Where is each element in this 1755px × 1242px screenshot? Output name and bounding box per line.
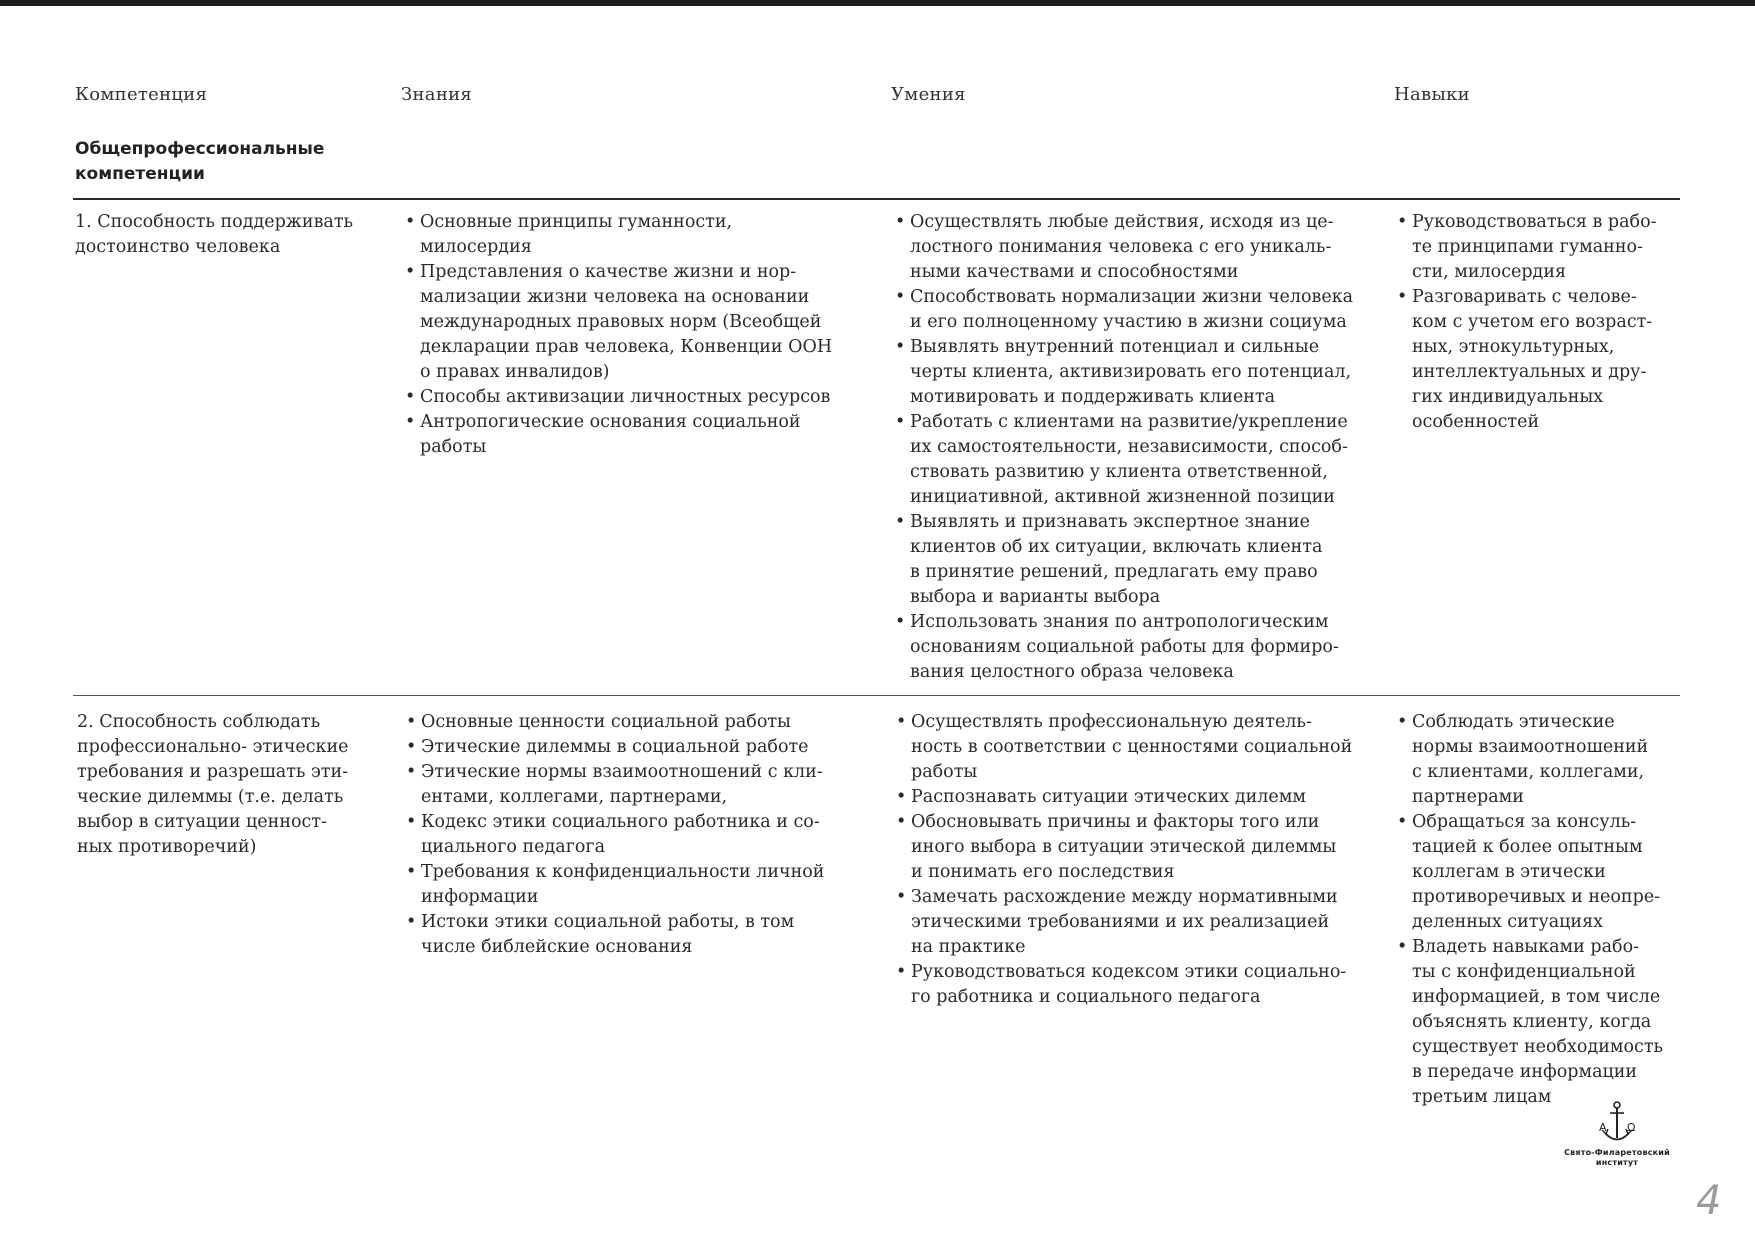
list-item: • Представления о качестве жизни и нор- мализации жизни человека на основании международных правовых норм (Всеобщей декларации прав человека, Конвенции ООН о правах инвалидов) <box>405 260 875 385</box>
list-item: • Способствовать нормализации жизни человека и его полноценному участию в жизни социума <box>895 285 1395 335</box>
row-2-abilities <box>1397 710 1697 1110</box>
row-divider <box>73 695 1680 696</box>
list-item: • Обосновывать причины и факторы того или иного выбора в ситуации этической дилеммы и понимать его последствия <box>896 810 1396 885</box>
row-1-abilities <box>1397 210 1687 435</box>
list-item: • Этические дилеммы в социальной работе <box>406 735 876 760</box>
list-item: • Замечать расхождение между нормативными этическими требованиями и их реализацией на практике <box>896 885 1396 960</box>
header-divider <box>73 198 1680 200</box>
list-item: • Выявлять внутренний потенциал и сильные черты клиента, активизировать его потенциал, мотивировать и поддерживать клиента <box>895 335 1395 410</box>
list-item: • Основные ценности социальной работы <box>406 710 876 735</box>
top-scan-border <box>0 0 1755 6</box>
row-2-competence: 2. Способность соблюдать профессионально- этические требования и разрешать эти- ческие дилеммы (т.е. делать выбор в ситуации ценност- ных противоречий) <box>77 712 349 857</box>
list-item: • Выявлять и признавать экспертное знание клиентов об их ситуации, включать клиента в принятие решений, предлагать ему право выбора и варианты выбора <box>895 510 1395 610</box>
alpha-letter: А <box>1599 1121 1607 1134</box>
list-item: • Распознавать ситуации этических дилемм <box>896 785 1396 810</box>
list-item: • Работать с клиентами на развитие/укрепление их самостоятельности, независимости, способ- ствовать развитию у клиента ответственной, инициативной, активной жизненной позиции <box>895 410 1395 510</box>
list-item: • Руководствоваться в рабо- те принципами гуманно- сти, милосердия <box>1397 210 1687 285</box>
list-item: • Владеть навыками рабо- ты с конфиденциальной информацией, в том числе объяснять клиенту, когда существует необходимость в передаче информации третьим лицам <box>1397 935 1697 1110</box>
list-item: • Разговаривать с челове- ком с учетом его возраст- ных, этнокультурных, интеллектуальных и дру- гих индивидуальных особенностей <box>1397 285 1687 435</box>
institute-logo <box>1547 1100 1687 1180</box>
omega-letter: Ω <box>1627 1121 1636 1134</box>
list-item: • Основные принципы гуманности, милосердия <box>405 210 875 260</box>
header-competence: Компетенция <box>75 84 208 105</box>
anchor-icon <box>1587 1100 1647 1148</box>
list-item: • Руководствоваться кодексом этики социально- го работника и социального педагога <box>896 960 1396 1010</box>
row-2-skills <box>896 710 1396 1010</box>
header-skills: Умения <box>891 84 966 105</box>
row-2-knowledge <box>406 710 876 960</box>
list-item: • Этические нормы взаимоотношений с кли- ентами, коллегами, партнерами, <box>406 760 876 810</box>
row-1-competence: 1. Способность поддерживать достоинство человека <box>75 212 354 257</box>
list-item: • Осуществлять профессиональную деятель- ность в соответствии с ценностями социальной работы <box>896 710 1396 785</box>
list-item: • Кодекс этики социального работника и со- циального педагога <box>406 810 876 860</box>
list-item: • Осуществлять любые действия, исходя из це- лостного понимания человека с его уникаль- ными качествами и способностями <box>895 210 1395 285</box>
list-item: • Требования к конфиденциальности личной информации <box>406 860 876 910</box>
row-1-skills <box>895 210 1395 685</box>
list-item: • Обращаться за консуль- тацией к более опытным коллегам в этически противоречивых и неопре- деленных ситуациях <box>1397 810 1697 935</box>
list-item: • Соблюдать этические нормы взаимоотношений с клиентами, коллегами, партнерами <box>1397 710 1697 810</box>
list-item: • Антропогические основания социальной работы <box>405 410 875 460</box>
list-item: • Истоки этики социальной работы, в том числе библейские основания <box>406 910 876 960</box>
list-item: • Использовать знания по антропологическим основаниям социальной работы для формиро- вания целостного образа человека <box>895 610 1395 685</box>
section-title: Общепрофессиональные компетенции <box>75 139 325 184</box>
row-1-knowledge <box>405 210 875 460</box>
list-item: • Способы активизации личностных ресурсов <box>405 385 875 410</box>
header-knowledge: Знания <box>401 84 473 105</box>
header-abilities: Навыки <box>1394 84 1470 105</box>
page-number: 4 <box>1696 1178 1722 1224</box>
institute-name: Свято-Филаретовский институт <box>1564 1148 1670 1167</box>
